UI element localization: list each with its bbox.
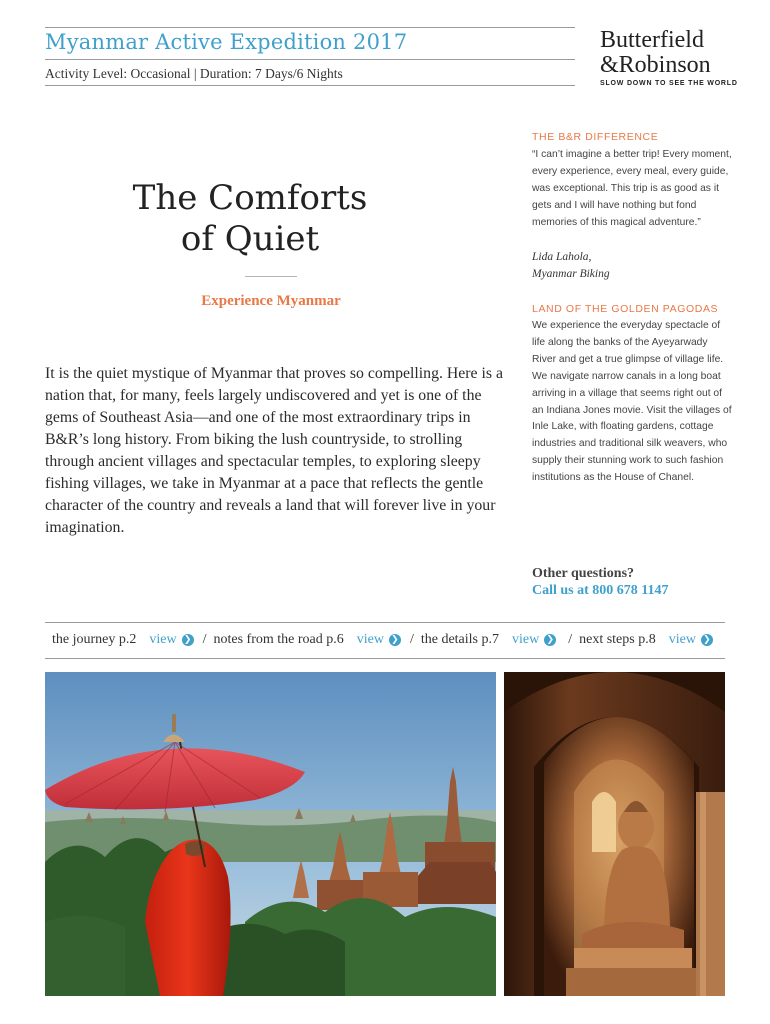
nav-item-details [421,632,556,648]
nav-label: the journey p.2 [52,632,137,647]
nav-view-link[interactable]: view [149,632,177,647]
intro-paragraph: It is the quiet mystique of Myanmar that proves so compelling. Here is a nation that, for many, feels largely undiscovered and yet is one of the gems of Southeast Asia—and one of the most extraordinary trips in B&R’s long history. From biking the lush countryside, to strolling through ancient villages and spectacular temples, to exploring sleepy fishing villages, we take in Myanmar at a pace that reflects the gentle character of the country and reveals a land that will forever live in your imagination. [45,365,504,536]
questions-phone-link[interactable]: Call us at 800 678 1147 [532,583,669,598]
logo-tagline: SLOW DOWN TO SEE THE WORLD [600,80,738,87]
nav-rule-top [45,622,725,623]
testimonial-author-name: Lida Lahola, [532,251,592,263]
testimonial-author-trip: Myanmar Biking [532,267,610,280]
brand-logo [600,27,738,87]
monk-parasol-photo [45,672,496,996]
nav-separator: / [409,632,414,647]
header-rule-middle [45,59,575,60]
nav-view-link[interactable]: view [668,632,696,647]
headline-line-2: of Quiet [180,219,320,259]
header-rule-bottom [45,85,575,86]
nav-view-link[interactable]: view [356,632,384,647]
nav-item-notes [213,632,400,648]
testimonial-author [532,249,610,282]
nav-label: notes from the road p.6 [213,632,344,647]
header-rule-top [45,27,575,28]
trip-meta: Activity Level: Occasional | Duration: 7 Days/6 Nights [45,66,343,81]
nav-item-next-steps [579,632,713,648]
headline [100,178,400,260]
chevron-right-icon[interactable]: ❯ [544,634,556,646]
buddha-statue-photo [504,672,725,996]
headline-line-1: The Comforts [132,178,368,218]
nav-separator: / [568,632,573,647]
nav-item-journey [52,632,194,648]
logo-line-2: &Robinson [600,52,711,78]
nav-rule-bottom [45,658,725,659]
logo-line-1: Butterfield [600,27,704,53]
pagodas-text: We experience the everyday spectacle of life along the banks of the Ayeyarwady River and get a true glimpse of village life. We navigate narrow canals in a long boat arriving in a village that seems right out of an Indiana Jones movie. Visit the villages of Inle Lake, with floating gardens, cottage industries and traditional silk weavers, who supply their stunning work to such fashion institutions as the House of Chanel. [532,320,732,484]
questions-label: Other questions? [532,566,635,581]
headline-divider [245,276,297,277]
section-nav [52,632,713,648]
chevron-right-icon[interactable]: ❯ [389,634,401,646]
document-title: Myanmar Active Expedition 2017 [45,30,408,54]
testimonial-quote: “I can’t imagine a better trip! Every moment, every experience, every meal, every guide, was exceptional. This trip is as good as it gets and I will have nothing but fond memories of this magical adventure.” [532,149,732,228]
pagodas-heading: LAND OF THE GOLDEN PAGODAS [532,303,719,315]
chevron-right-icon[interactable]: ❯ [182,634,194,646]
nav-label: next steps p.8 [579,632,656,647]
difference-heading: THE B&R DIFFERENCE [532,131,659,143]
subhead: Experience Myanmar [201,293,341,309]
nav-separator: / [202,632,207,647]
nav-view-link[interactable]: view [512,632,540,647]
chevron-right-icon[interactable]: ❯ [701,634,713,646]
nav-label: the details p.7 [420,632,499,647]
